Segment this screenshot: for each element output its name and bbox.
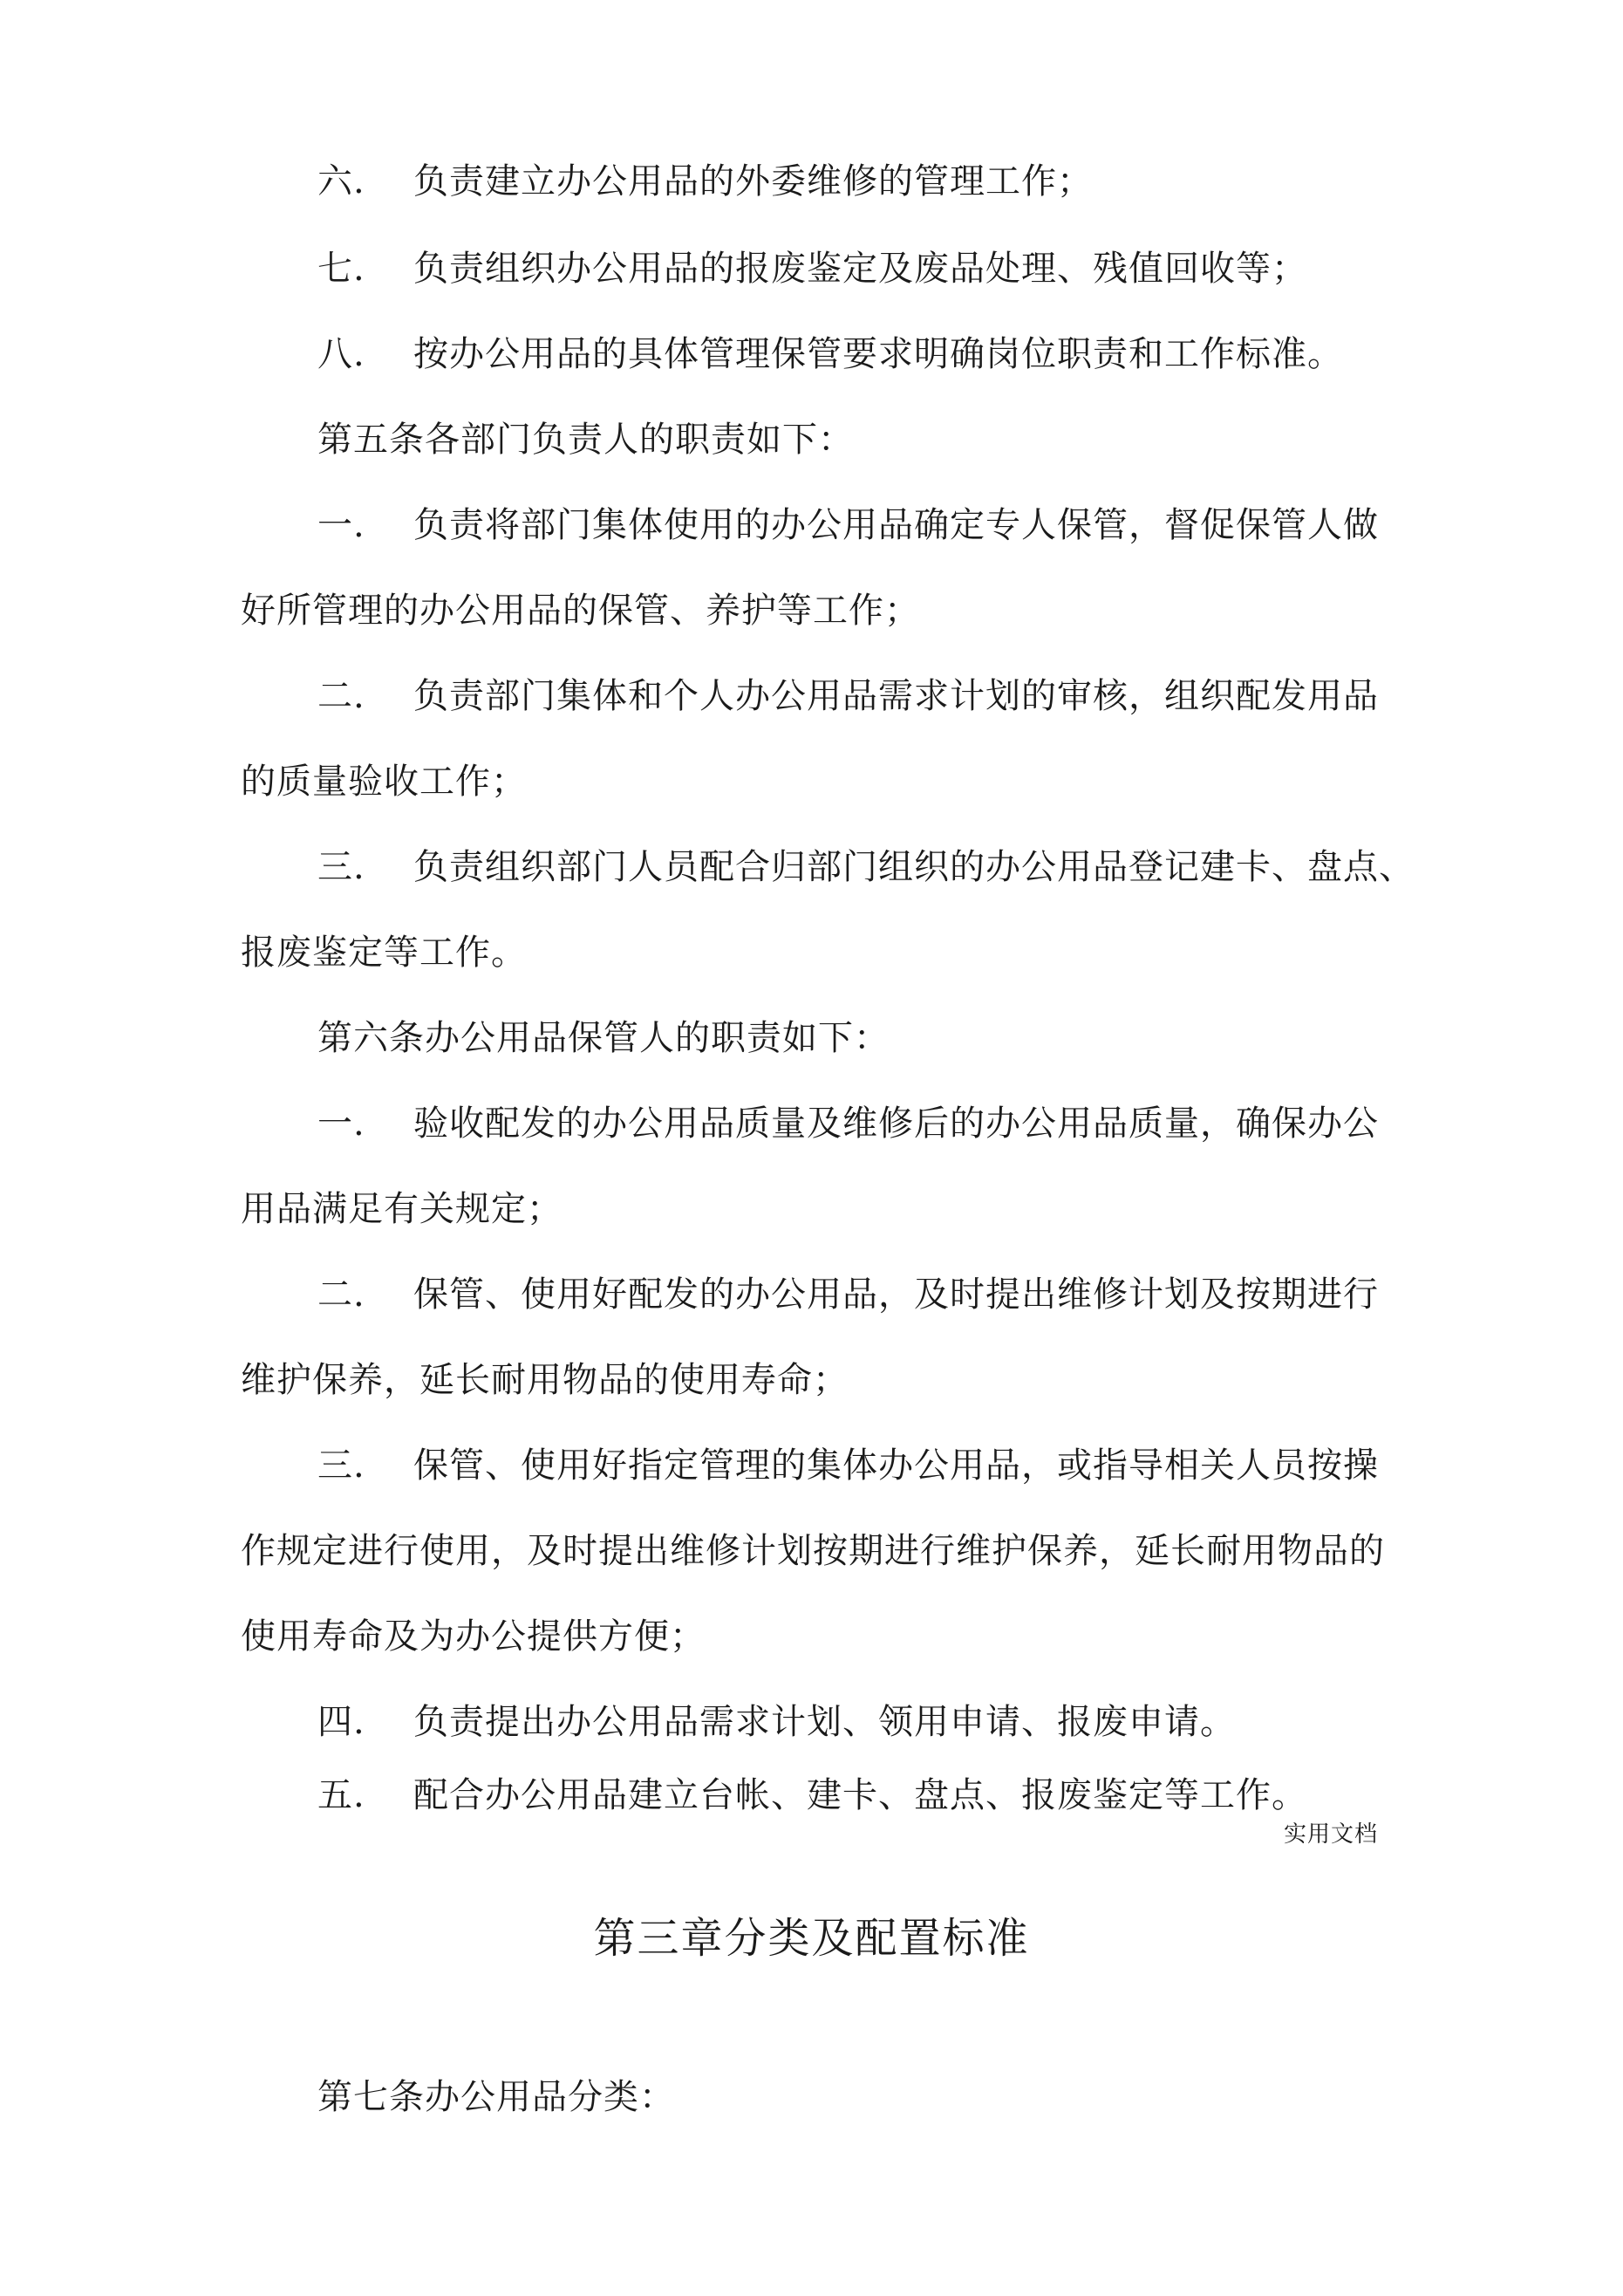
item-text: 保管、使用好指定管理的集体办公用品，或指导相关人员按操 (413, 1445, 1379, 1486)
item-text: 负责将部门集体使用的办公用品确定专人保管，督促保管人做 (413, 505, 1379, 545)
list-item (317, 501, 1486, 550)
list-item (317, 1270, 1486, 1319)
item-number: 八. (317, 334, 365, 374)
item-text: 按办公用品的具体管理保管要求明确岗位职责和工作标准。 (413, 334, 1343, 374)
article-heading: 第五条各部门负责人的职责如下： (317, 420, 854, 460)
article-heading: 第七条办公用品分类： (317, 2077, 675, 2117)
list-item (317, 843, 1486, 892)
item-continuation: 好所管理的办公用品的保管、养护等工作； (241, 591, 920, 631)
item-number: 二. (317, 676, 365, 716)
list-item (317, 157, 1486, 206)
list-item (317, 1099, 1486, 1148)
item-text: 负责组织办公用品的报废鉴定及废品处理、残值回收等； (413, 249, 1307, 289)
item-text: 验收配发的办公用品质量及维修后的办公用品质量，确保办公 (413, 1104, 1379, 1144)
item-text: 负责建立办公用品的外委维修的管理工作； (413, 161, 1093, 202)
item-number: 七. (317, 249, 365, 289)
list-item (317, 330, 1486, 379)
item-text: 配合办公用品建立台帐、建卡、盘点、报废鉴定等工作。 (413, 1775, 1307, 1815)
list-item (317, 1771, 1486, 1820)
chapter-title: 第三章分类及配置标准 (593, 1914, 1030, 1963)
item-text: 负责组织部门人员配合归部门组织的办公用品登记建卡、盘点、 (413, 847, 1415, 887)
item-number: 一. (317, 1104, 365, 1144)
item-number: 一. (317, 505, 365, 545)
item-continuation: 作规定进行使用，及时提出维修计划按期进行维护保养，延长耐用物品的 (241, 1531, 1385, 1571)
item-number: 四. (317, 1702, 365, 1742)
item-continuation: 使用寿命及为办公提供方便； (241, 1616, 706, 1657)
item-continuation: 用品满足有关规定； (241, 1189, 563, 1229)
item-continuation: 的质量验收工作； (241, 762, 527, 802)
item-continuation: 维护保养，延长耐用物品的使用寿命； (241, 1360, 849, 1400)
item-number: 三. (317, 847, 365, 887)
item-number: 三. (317, 1445, 365, 1486)
item-text: 负责部门集体和个人办公用品需求计划的审核，组织配发用品 (413, 676, 1379, 716)
list-item (317, 1698, 1486, 1746)
list-item (317, 672, 1486, 721)
list-item (317, 1441, 1486, 1490)
item-number: 二. (317, 1274, 365, 1315)
item-number: 六. (317, 161, 365, 202)
article-heading: 第六条办公用品保管人的职责如下： (317, 1018, 890, 1058)
footer-note: 实用文档 (1283, 1821, 1378, 1848)
item-continuation: 报废鉴定等工作。 (241, 933, 527, 973)
item-text: 保管、使用好配发的办公用品，及时提出维修计划及按期进行 (413, 1274, 1379, 1315)
item-number: 五. (317, 1775, 365, 1815)
list-item (317, 244, 1486, 293)
item-text: 负责提出办公用品需求计划、领用申请、报废申请。 (413, 1702, 1236, 1742)
